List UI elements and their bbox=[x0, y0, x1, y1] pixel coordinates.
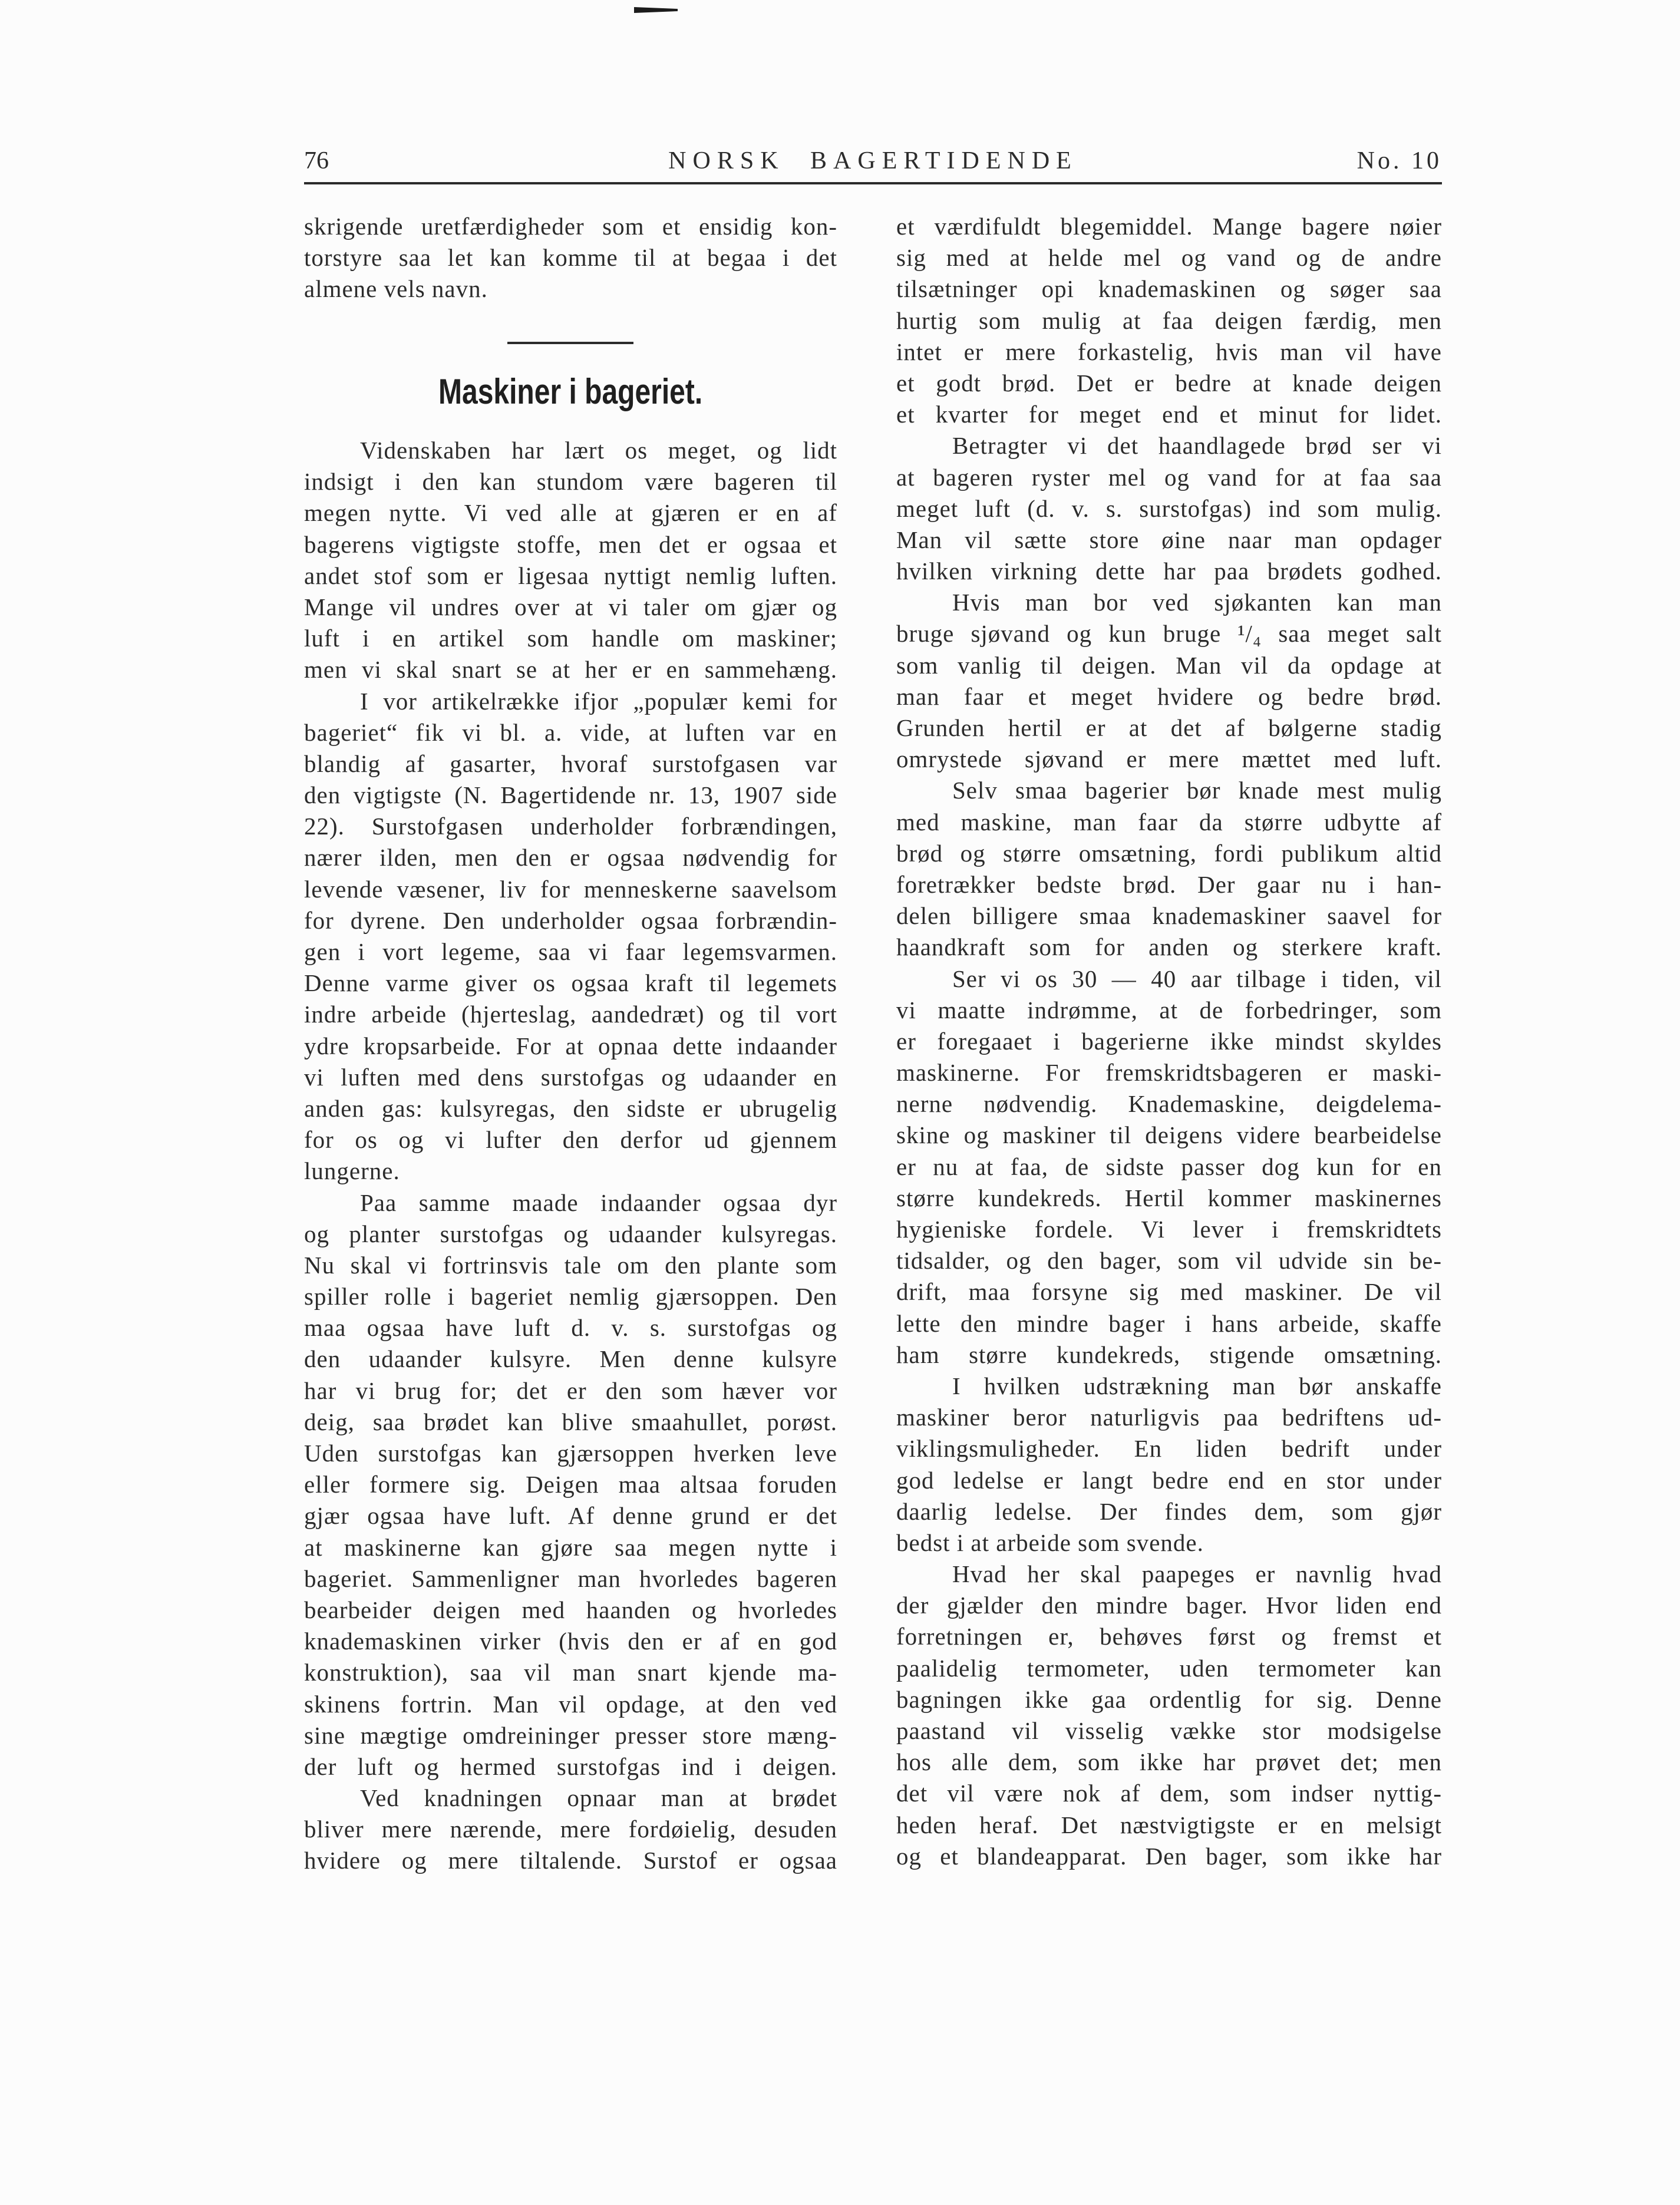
text-line: tilsætninger opi knademaskinen og søger saa bbox=[896, 275, 1442, 303]
section-divider bbox=[507, 342, 633, 344]
text-line: der gjælder den mindre bager. Hvor liden end bbox=[896, 1592, 1442, 1619]
text-line: og planter surstofgas og udaander kulsyregas. bbox=[304, 1220, 837, 1247]
text-line: sine mægtige omdreininger presser store mæng- bbox=[304, 1721, 837, 1749]
paragraph bbox=[304, 435, 837, 686]
text-line: bagerens vigtigste stoffe, men det er ogsaa et bbox=[304, 530, 837, 558]
paragraph bbox=[896, 1371, 1442, 1559]
text-line: torstyre saa let kan komme til at begaa i det bbox=[304, 244, 837, 272]
text-line: Uden surstofgas kan gjærsoppen hverken leve bbox=[304, 1440, 837, 1467]
text-line: nærer ilden, men den er ogsaa nødvendig for bbox=[304, 844, 837, 872]
text-line: drift, maa forsyne sig med maskiner. De vil bbox=[896, 1278, 1442, 1306]
text-line: der luft og hermed surstofgas ind i deigen. bbox=[304, 1752, 837, 1780]
continued-text bbox=[304, 211, 837, 305]
text-line: maskiner beror naturligvis paa bedriftens ud- bbox=[896, 1404, 1442, 1431]
text-line: brød og større omsætning, fordi publikum altid bbox=[896, 839, 1442, 867]
text-line: delen billigere smaa knademaskiner saavel for bbox=[896, 902, 1442, 930]
text-line: den udaander kulsyre. Men denne kulsyre bbox=[304, 1345, 837, 1373]
paragraph bbox=[304, 1187, 837, 1783]
paragraph bbox=[896, 1559, 1442, 1872]
text-line: indre arbeide (hjerteslag, aandedræt) og til vort bbox=[304, 1001, 837, 1028]
text-line: et kvarter for meget end et minut for lidet. bbox=[896, 401, 1442, 428]
text-line: skinens fortrin. Man vil opdage, at den ved bbox=[304, 1690, 837, 1718]
text-line: man faar et meget hvidere og bedre brød. bbox=[896, 682, 1442, 710]
text-line: Denne varme giver os ogsaa kraft til legemets bbox=[304, 969, 837, 997]
publication-title: NORSK BAGERTIDENDE bbox=[668, 147, 1078, 174]
text-line: bearbeider deigen med haanden og hvorledes bbox=[304, 1596, 837, 1623]
text-line: tidsalder, og den bager, som vil udvide sin be- bbox=[896, 1247, 1442, 1275]
text-line: intet er mere forkastelig, hvis man vil have bbox=[896, 338, 1442, 365]
paragraph bbox=[896, 430, 1442, 587]
text-line: luft i en artikel som handle om maskiner; bbox=[304, 625, 837, 652]
text-line: paastand vil visselig vække stor modsigelse bbox=[896, 1717, 1442, 1744]
text-line: 22). Surstofgasen underholder forbrændingen, bbox=[304, 813, 837, 840]
text-line: forretningen er, behøves først og fremst et bbox=[896, 1623, 1442, 1651]
text-line: hvidere og mere tiltalende. Surstof er ogsaa bbox=[304, 1847, 837, 1874]
text-line: har vi brug for; det er den som hæver vor bbox=[304, 1377, 837, 1404]
text-line: Nu skal vi fortrinsvis tale om den plante som bbox=[304, 1251, 837, 1279]
text-line: meget luft (d. v. s. surstofgas) ind som mulig. bbox=[896, 494, 1442, 522]
text-line: er nu at faa, de sidste passer dog kun for en bbox=[896, 1153, 1442, 1180]
text-line: blandig af gasarter, hvoraf surstofgasen var bbox=[304, 750, 837, 777]
text-line: Paa samme maade indaander ogsaa dyr bbox=[360, 1189, 837, 1216]
text-line: gjær ogsaa have luft. Af denne grund er det bbox=[304, 1502, 837, 1530]
text-line: anden gas: kulsyregas, den sidste er ubrugelig bbox=[304, 1094, 837, 1122]
text-line: lette den mindre bager i hans arbeide, skaffe bbox=[896, 1309, 1442, 1337]
text-line: skine og maskiner til deigens videre bearbeidelse bbox=[896, 1121, 1442, 1149]
text-line: at bageren ryster mel og vand for at faa saa bbox=[896, 463, 1442, 491]
right-column bbox=[896, 0, 1442, 2205]
text-line: Hvad her skal paapeges er navnlig hvad bbox=[952, 1560, 1442, 1588]
text-line: et godt brød. Det er bedre at knade deigen bbox=[896, 369, 1442, 397]
text-line: sig med at helde mel og vand og de andre bbox=[896, 244, 1442, 272]
text-line: Betragter vi det haandlagede brød ser vi bbox=[952, 432, 1442, 460]
text-line: viklingsmuligheder. En liden bedrift under bbox=[896, 1435, 1442, 1463]
text-line: god ledelse er langt bedre end en stor under bbox=[896, 1466, 1442, 1494]
text-line: levende væsener, liv for menneskerne saavelsom bbox=[304, 875, 837, 903]
left-column bbox=[304, 0, 837, 2205]
text-line: deig, saa brødet kan blive smaahullet, porøst. bbox=[304, 1408, 837, 1435]
paragraph bbox=[304, 211, 837, 305]
text-line: lungerne. bbox=[304, 1157, 400, 1185]
paragraph bbox=[304, 1783, 837, 1877]
text-line: bruge sjøvand og kun bruge ¹/₄ saa meget salt bbox=[896, 620, 1442, 648]
text-line: megen nytte. Vi ved alle at gjæren er en af bbox=[304, 499, 837, 527]
text-line: spiller rolle i bageriet nemlig gjærsoppen. Den bbox=[304, 1283, 837, 1311]
text-line: ham større kundekreds, stigende omsætning. bbox=[896, 1341, 1442, 1368]
paragraph bbox=[304, 686, 837, 1187]
text-line: ydre kropsarbeide. For at opnaa dette indaander bbox=[304, 1032, 837, 1059]
text-line: Selv smaa bagerier bør knade mest mulig bbox=[952, 777, 1442, 804]
text-line: skrigende uretfærdigheder som et ensidig kon- bbox=[304, 213, 837, 240]
text-line: foretrækker bedste brød. Der gaar nu i han- bbox=[896, 870, 1442, 898]
text-line: Videnskaben har lært os meget, og lidt bbox=[360, 437, 837, 464]
text-line: for os og vi lufter den derfor ud gjennem bbox=[304, 1126, 837, 1154]
text-line: hvilken virkning dette har paa brødets godhed. bbox=[896, 557, 1442, 585]
text-line: I hvilken udstrækning man bør anskaffe bbox=[952, 1372, 1442, 1399]
page-number: 76 bbox=[304, 147, 329, 174]
text-line: Ser vi os 30 — 40 aar tilbage i tiden, vil bbox=[952, 965, 1442, 992]
article-title: Maskiner i bageriet. bbox=[438, 372, 703, 411]
text-line: større kundekreds. Hertil kommer maskinernes bbox=[896, 1184, 1442, 1212]
text-line: nerne nødvendig. Knademaskine, deigdelema- bbox=[896, 1090, 1442, 1118]
text-line: gen i vort legeme, saa vi faar legemsvarmen. bbox=[304, 938, 837, 965]
text-line: et værdifuldt blegemiddel. Mange bagere nøier bbox=[896, 213, 1442, 240]
text-line: bedst i at arbeide som svende. bbox=[896, 1529, 1204, 1556]
text-line: bliver mere nærende, mere fordøielig, desuden bbox=[304, 1816, 837, 1843]
text-line: Grunden hertil er at det af bølgerne stadig bbox=[896, 714, 1442, 741]
text-line: og et blandeapparat. Den bager, som ikke har bbox=[896, 1842, 1442, 1870]
text-line: paalidelig termometer, uden termometer kan bbox=[896, 1654, 1442, 1682]
issue-number: No. 10 bbox=[1356, 147, 1442, 174]
text-line: omrystede sjøvand er mere mættet med luft. bbox=[896, 745, 1442, 773]
article-body bbox=[304, 435, 837, 1877]
text-line: Man vil sætte store øine naar man opdager bbox=[896, 526, 1442, 553]
text-line: daarlig ledelse. Der findes dem, som gjør bbox=[896, 1497, 1442, 1525]
text-line: eller formere sig. Deigen maa altsaa foruden bbox=[304, 1471, 837, 1498]
text-line: andet stof som er ligesaa nyttigt nemlig luften. bbox=[304, 562, 837, 589]
text-line: bagningen ikke gaa ordentlig for sig. Denne bbox=[896, 1685, 1442, 1713]
text-line: heden heraf. Det næstvigtigste er en melsigt bbox=[896, 1811, 1442, 1838]
text-line: maskinerne. For fremskridtsbageren er maski- bbox=[896, 1059, 1442, 1087]
article-heading bbox=[304, 368, 837, 415]
right-column-text bbox=[896, 211, 1442, 1872]
paragraph bbox=[896, 587, 1442, 775]
text-line: men vi skal snart se at her er en sammehæng. bbox=[304, 656, 837, 684]
text-line: Ved knadningen opnaar man at brødet bbox=[360, 1784, 837, 1812]
paragraph bbox=[896, 211, 1442, 430]
text-line: hygieniske fordele. Vi lever i fremskridtets bbox=[896, 1216, 1442, 1243]
text-line: konstruktion), saa vil man snart kjende ma- bbox=[304, 1659, 837, 1686]
continued-text bbox=[896, 211, 1442, 430]
text-line: for dyrene. Den underholder ogsaa forbrændin- bbox=[304, 906, 837, 934]
text-line: vi maatte indrømme, at de forbedringer, som bbox=[896, 996, 1442, 1024]
text-line: almene vels navn. bbox=[304, 275, 488, 303]
paragraph bbox=[896, 963, 1442, 1371]
text-line: det vil være nok af dem, som indser nyttig- bbox=[896, 1780, 1442, 1807]
text-line: som vanlig til deigen. Man vil da opdage at bbox=[896, 651, 1442, 679]
paragraph bbox=[896, 775, 1442, 963]
text-line: hos alle dem, som ikke har prøvet det; men bbox=[896, 1748, 1442, 1776]
text-line: knademaskinen virker (hvis den er af en god bbox=[304, 1628, 837, 1655]
text-line: Mange vil undres over at vi taler om gjær og bbox=[304, 593, 837, 620]
text-line: bageriet“ fik vi bl. a. vide, at luften var en bbox=[304, 718, 837, 746]
text-line: bageriet. Sammenligner man hvorledes bageren bbox=[304, 1564, 837, 1592]
text-line: Hvis man bor ved sjøkanten kan man bbox=[952, 589, 1442, 616]
text-line: vi luften med dens surstofgas og udaander en bbox=[304, 1063, 837, 1091]
text-line: haandkraft som for anden og sterkere kraft. bbox=[896, 933, 1442, 961]
text-line: indsigt i den kan stundom være bageren til bbox=[304, 468, 837, 496]
text-line: at maskinerne kan gjøre saa megen nytte i bbox=[304, 1533, 837, 1561]
article-body bbox=[896, 430, 1442, 1872]
text-line: maa ogsaa have luft d. v. s. surstofgas og bbox=[304, 1314, 837, 1342]
text-line: med maskine, man faar da større udbytte af bbox=[896, 808, 1442, 836]
text-line: I vor artikelrække ifjor „populær kemi for bbox=[360, 687, 837, 715]
text-line: den vigtigste (N. Bagertidende nr. 13, 1907 side bbox=[304, 781, 837, 809]
text-line: hurtig som mulig at faa deigen færdig, men bbox=[896, 306, 1442, 334]
text-line: er foregaaet i bagerierne ikke mindst skyldes bbox=[896, 1027, 1442, 1055]
